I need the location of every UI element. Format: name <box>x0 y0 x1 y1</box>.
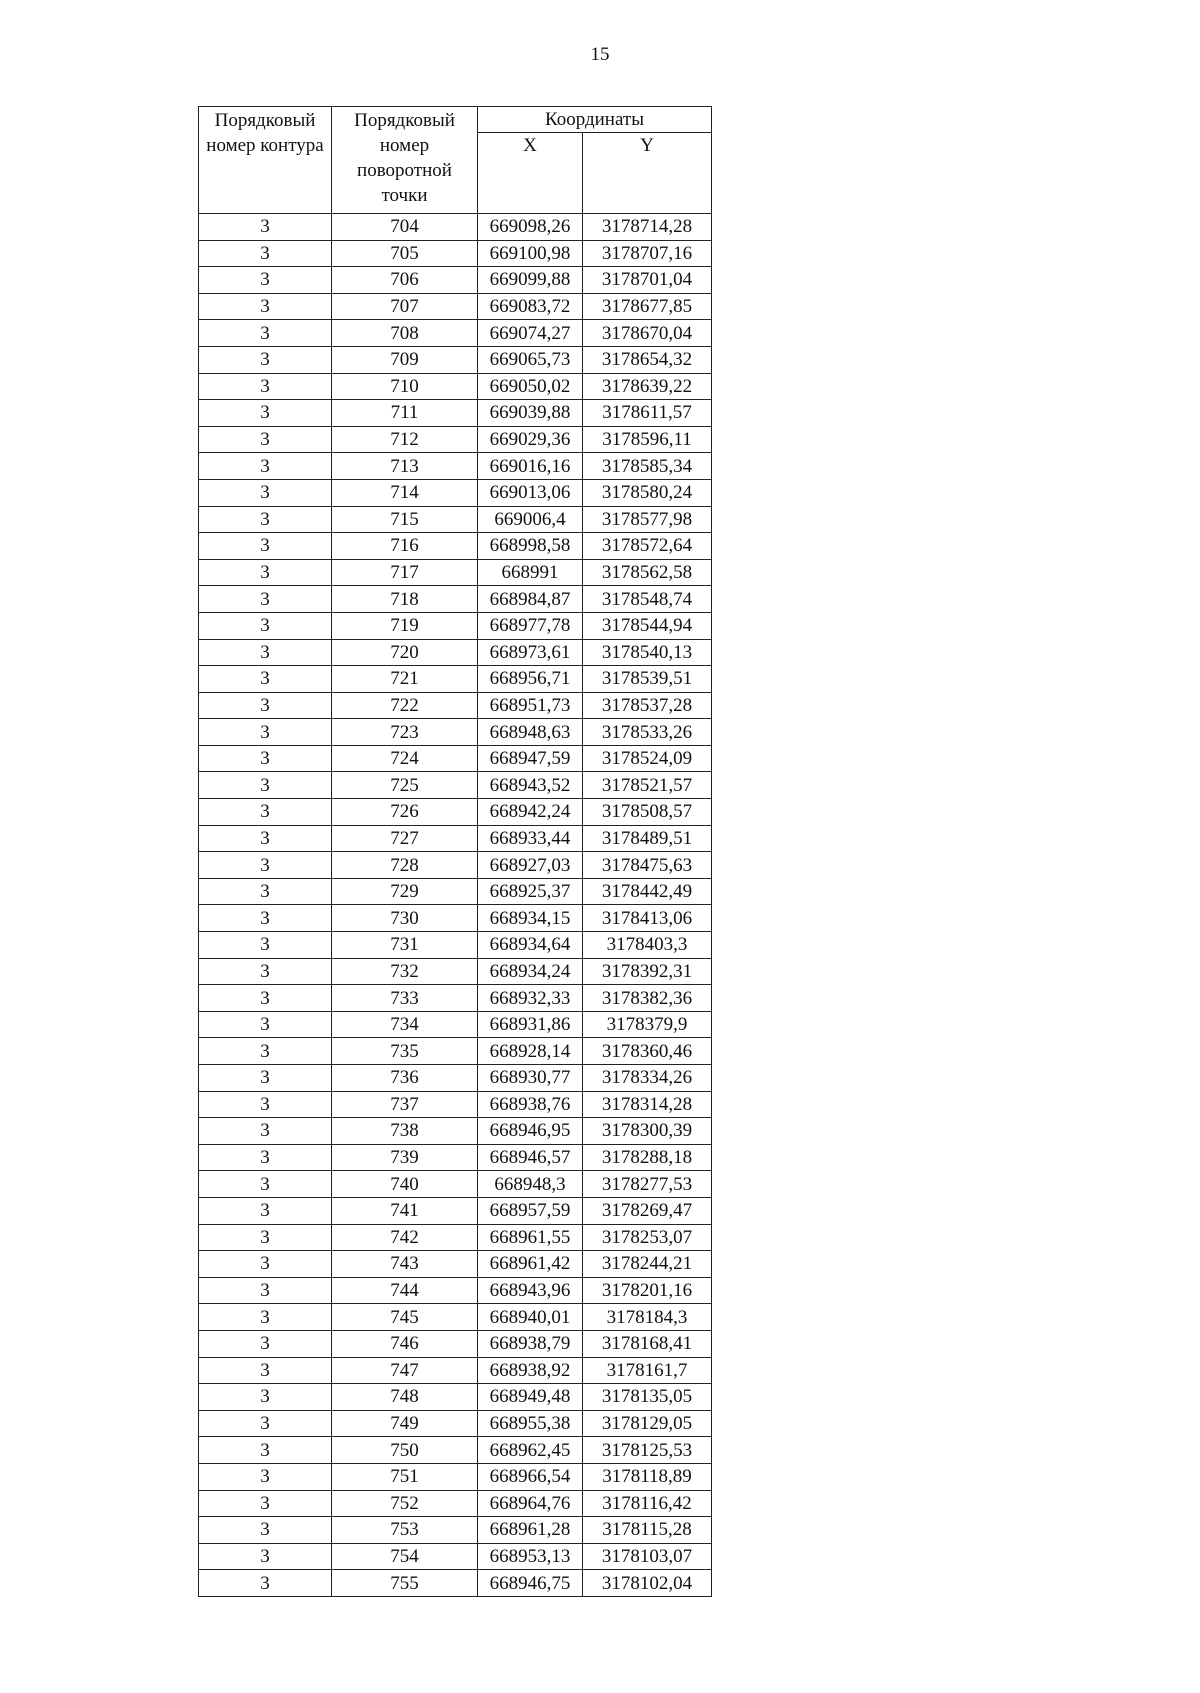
x-coordinate-cell: 669065,73 <box>478 346 583 373</box>
y-coordinate-cell: 3178379,9 <box>583 1011 712 1038</box>
contour-number-cell: 3 <box>199 719 332 746</box>
point-number-cell: 722 <box>332 692 478 719</box>
table-row <box>199 559 712 586</box>
point-number-cell: 747 <box>332 1357 478 1384</box>
point-number-cell: 704 <box>332 214 478 241</box>
x-coordinate-cell: 668931,86 <box>478 1011 583 1038</box>
point-number-cell: 716 <box>332 533 478 560</box>
table-row <box>199 1384 712 1411</box>
x-coordinate-cell: 668956,71 <box>478 666 583 693</box>
y-coordinate-cell: 3178360,46 <box>583 1038 712 1065</box>
contour-number-cell: 3 <box>199 1118 332 1145</box>
x-coordinate-cell: 668984,87 <box>478 586 583 613</box>
y-coordinate-cell: 3178677,85 <box>583 293 712 320</box>
contour-number-cell: 3 <box>199 1410 332 1437</box>
y-coordinate-cell: 3178577,98 <box>583 506 712 533</box>
contour-number-cell: 3 <box>199 799 332 826</box>
x-coordinate-cell: 668934,15 <box>478 905 583 932</box>
table-row <box>199 214 712 241</box>
contour-number-cell: 3 <box>199 1570 332 1597</box>
contour-number-cell: 3 <box>199 400 332 427</box>
contour-number-cell: 3 <box>199 1384 332 1411</box>
contour-number-cell: 3 <box>199 852 332 879</box>
contour-number-cell: 3 <box>199 214 332 241</box>
y-coordinate-cell: 3178253,07 <box>583 1224 712 1251</box>
contour-number-cell: 3 <box>199 1517 332 1544</box>
y-coordinate-cell: 3178701,04 <box>583 267 712 294</box>
x-coordinate-cell: 668938,76 <box>478 1091 583 1118</box>
contour-number-cell: 3 <box>199 1065 332 1092</box>
table-row <box>199 1224 712 1251</box>
point-number-cell: 710 <box>332 373 478 400</box>
point-number-cell: 737 <box>332 1091 478 1118</box>
y-coordinate-cell: 3178392,31 <box>583 958 712 985</box>
contour-number-cell: 3 <box>199 958 332 985</box>
table-row <box>199 1144 712 1171</box>
contour-number-cell: 3 <box>199 426 332 453</box>
x-coordinate-cell: 668932,33 <box>478 985 583 1012</box>
y-coordinate-cell: 3178707,16 <box>583 240 712 267</box>
contour-number-cell: 3 <box>199 1038 332 1065</box>
x-coordinate-cell: 668998,58 <box>478 533 583 560</box>
point-number-cell: 715 <box>332 506 478 533</box>
contour-number-cell: 3 <box>199 373 332 400</box>
point-number-cell: 720 <box>332 639 478 666</box>
x-coordinate-cell: 668964,76 <box>478 1490 583 1517</box>
table-row <box>199 453 712 480</box>
contour-number-cell: 3 <box>199 586 332 613</box>
page-number: 15 <box>590 44 610 65</box>
contour-number-cell: 3 <box>199 533 332 560</box>
y-coordinate-cell: 3178572,64 <box>583 533 712 560</box>
table-row <box>199 1065 712 1092</box>
y-coordinate-cell: 3178403,3 <box>583 932 712 959</box>
point-number-cell: 744 <box>332 1277 478 1304</box>
point-number-cell: 741 <box>332 1197 478 1224</box>
table-row <box>199 1038 712 1065</box>
point-number-cell: 754 <box>332 1543 478 1570</box>
y-coordinate-cell: 3178288,18 <box>583 1144 712 1171</box>
table-row <box>199 533 712 560</box>
y-coordinate-cell: 3178585,34 <box>583 453 712 480</box>
contour-number-cell: 3 <box>199 267 332 294</box>
y-coordinate-cell: 3178334,26 <box>583 1065 712 1092</box>
x-coordinate-cell: 669074,27 <box>478 320 583 347</box>
y-coordinate-cell: 3178562,58 <box>583 559 712 586</box>
y-coordinate-cell: 3178596,11 <box>583 426 712 453</box>
contour-number-cell: 3 <box>199 1463 332 1490</box>
table-row <box>199 612 712 639</box>
table-row <box>199 905 712 932</box>
x-coordinate-cell: 668947,59 <box>478 745 583 772</box>
y-coordinate-cell: 3178161,7 <box>583 1357 712 1384</box>
contour-number-cell: 3 <box>199 1490 332 1517</box>
x-coordinate-cell: 668953,13 <box>478 1543 583 1570</box>
header-y: Y <box>583 133 712 214</box>
y-coordinate-cell: 3178539,51 <box>583 666 712 693</box>
y-coordinate-cell: 3178548,74 <box>583 586 712 613</box>
table-row <box>199 1410 712 1437</box>
x-coordinate-cell: 668977,78 <box>478 612 583 639</box>
contour-number-cell: 3 <box>199 1437 332 1464</box>
table-row <box>199 639 712 666</box>
table-row <box>199 320 712 347</box>
x-coordinate-cell: 668946,57 <box>478 1144 583 1171</box>
table-row <box>199 240 712 267</box>
y-coordinate-cell: 3178269,47 <box>583 1197 712 1224</box>
x-coordinate-cell: 668957,59 <box>478 1197 583 1224</box>
x-coordinate-cell: 669013,06 <box>478 479 583 506</box>
contour-number-cell: 3 <box>199 1224 332 1251</box>
contour-number-cell: 3 <box>199 639 332 666</box>
point-number-cell: 714 <box>332 479 478 506</box>
table-row <box>199 1570 712 1597</box>
y-coordinate-cell: 3178116,42 <box>583 1490 712 1517</box>
point-number-cell: 731 <box>332 932 478 959</box>
table-row <box>199 985 712 1012</box>
y-coordinate-cell: 3178314,28 <box>583 1091 712 1118</box>
table-row <box>199 825 712 852</box>
x-coordinate-cell: 669039,88 <box>478 400 583 427</box>
x-coordinate-cell: 669098,26 <box>478 214 583 241</box>
y-coordinate-cell: 3178382,36 <box>583 985 712 1012</box>
x-coordinate-cell: 668943,96 <box>478 1277 583 1304</box>
y-coordinate-cell: 3178611,57 <box>583 400 712 427</box>
table-row <box>199 852 712 879</box>
table-row <box>199 400 712 427</box>
point-number-cell: 728 <box>332 852 478 879</box>
y-coordinate-cell: 3178129,05 <box>583 1410 712 1437</box>
y-coordinate-cell: 3178639,22 <box>583 373 712 400</box>
x-coordinate-cell: 668940,01 <box>478 1304 583 1331</box>
point-number-cell: 751 <box>332 1463 478 1490</box>
y-coordinate-cell: 3178475,63 <box>583 852 712 879</box>
point-number-cell: 724 <box>332 745 478 772</box>
contour-number-cell: 3 <box>199 1197 332 1224</box>
contour-number-cell: 3 <box>199 905 332 932</box>
table-row <box>199 1437 712 1464</box>
table-row <box>199 1251 712 1278</box>
y-coordinate-cell: 3178508,57 <box>583 799 712 826</box>
point-number-cell: 717 <box>332 559 478 586</box>
contour-number-cell: 3 <box>199 1357 332 1384</box>
contour-number-cell: 3 <box>199 346 332 373</box>
table-row <box>199 878 712 905</box>
point-number-cell: 740 <box>332 1171 478 1198</box>
y-coordinate-cell: 3178442,49 <box>583 878 712 905</box>
point-number-cell: 706 <box>332 267 478 294</box>
table-row <box>199 1091 712 1118</box>
table-row <box>199 373 712 400</box>
x-coordinate-cell: 669083,72 <box>478 293 583 320</box>
y-coordinate-cell: 3178118,89 <box>583 1463 712 1490</box>
x-coordinate-cell: 668928,14 <box>478 1038 583 1065</box>
x-coordinate-cell: 669100,98 <box>478 240 583 267</box>
table-row <box>199 719 712 746</box>
point-number-cell: 746 <box>332 1330 478 1357</box>
point-number-cell: 723 <box>332 719 478 746</box>
contour-number-cell: 3 <box>199 692 332 719</box>
x-coordinate-cell: 668933,44 <box>478 825 583 852</box>
table-row <box>199 293 712 320</box>
table-row <box>199 1543 712 1570</box>
y-coordinate-cell: 3178244,21 <box>583 1251 712 1278</box>
x-coordinate-cell: 668943,52 <box>478 772 583 799</box>
x-coordinate-cell: 668927,03 <box>478 852 583 879</box>
x-coordinate-cell: 668942,24 <box>478 799 583 826</box>
header-coordinates: Координаты <box>478 107 712 133</box>
point-number-cell: 743 <box>332 1251 478 1278</box>
y-coordinate-cell: 3178580,24 <box>583 479 712 506</box>
point-number-cell: 733 <box>332 985 478 1012</box>
x-coordinate-cell: 669029,36 <box>478 426 583 453</box>
y-coordinate-cell: 3178277,53 <box>583 1171 712 1198</box>
contour-number-cell: 3 <box>199 293 332 320</box>
point-number-cell: 719 <box>332 612 478 639</box>
contour-number-cell: 3 <box>199 320 332 347</box>
contour-number-cell: 3 <box>199 559 332 586</box>
table-row <box>199 745 712 772</box>
contour-number-cell: 3 <box>199 453 332 480</box>
point-number-cell: 718 <box>332 586 478 613</box>
y-coordinate-cell: 3178544,94 <box>583 612 712 639</box>
header-contour-number: Порядковый номер контура <box>199 107 332 214</box>
point-number-cell: 753 <box>332 1517 478 1544</box>
table-row <box>199 1171 712 1198</box>
point-number-cell: 735 <box>332 1038 478 1065</box>
contour-number-cell: 3 <box>199 825 332 852</box>
table-row <box>199 1517 712 1544</box>
x-coordinate-cell: 668991 <box>478 559 583 586</box>
y-coordinate-cell: 3178413,06 <box>583 905 712 932</box>
point-number-cell: 739 <box>332 1144 478 1171</box>
contour-number-cell: 3 <box>199 985 332 1012</box>
point-number-cell: 742 <box>332 1224 478 1251</box>
point-number-cell: 748 <box>332 1384 478 1411</box>
y-coordinate-cell: 3178524,09 <box>583 745 712 772</box>
x-coordinate-cell: 668946,75 <box>478 1570 583 1597</box>
y-coordinate-cell: 3178300,39 <box>583 1118 712 1145</box>
header-x: X <box>478 133 583 214</box>
point-number-cell: 729 <box>332 878 478 905</box>
point-number-cell: 730 <box>332 905 478 932</box>
y-coordinate-cell: 3178103,07 <box>583 1543 712 1570</box>
x-coordinate-cell: 668966,54 <box>478 1463 583 1490</box>
table-row <box>199 346 712 373</box>
x-coordinate-cell: 669099,88 <box>478 267 583 294</box>
x-coordinate-cell: 668925,37 <box>478 878 583 905</box>
x-coordinate-cell: 668930,77 <box>478 1065 583 1092</box>
x-coordinate-cell: 668949,48 <box>478 1384 583 1411</box>
contour-number-cell: 3 <box>199 772 332 799</box>
contour-number-cell: 3 <box>199 932 332 959</box>
y-coordinate-cell: 3178533,26 <box>583 719 712 746</box>
point-number-cell: 727 <box>332 825 478 852</box>
table-row <box>199 1304 712 1331</box>
contour-number-cell: 3 <box>199 612 332 639</box>
x-coordinate-cell: 669016,16 <box>478 453 583 480</box>
point-number-cell: 752 <box>332 1490 478 1517</box>
y-coordinate-cell: 3178125,53 <box>583 1437 712 1464</box>
contour-number-cell: 3 <box>199 1304 332 1331</box>
point-number-cell: 755 <box>332 1570 478 1597</box>
table-row <box>199 426 712 453</box>
point-number-cell: 736 <box>332 1065 478 1092</box>
y-coordinate-cell: 3178201,16 <box>583 1277 712 1304</box>
contour-number-cell: 3 <box>199 878 332 905</box>
y-coordinate-cell: 3178115,28 <box>583 1517 712 1544</box>
header-point-number: Порядковый номер поворотной точки <box>332 107 478 214</box>
point-number-cell: 709 <box>332 346 478 373</box>
point-number-cell: 711 <box>332 400 478 427</box>
x-coordinate-cell: 668948,3 <box>478 1171 583 1198</box>
table-row <box>199 666 712 693</box>
table-row <box>199 692 712 719</box>
table-row <box>199 1011 712 1038</box>
table-row <box>199 799 712 826</box>
x-coordinate-cell: 668934,24 <box>478 958 583 985</box>
x-coordinate-cell: 668938,79 <box>478 1330 583 1357</box>
table-row <box>199 1463 712 1490</box>
point-number-cell: 726 <box>332 799 478 826</box>
x-coordinate-cell: 669050,02 <box>478 373 583 400</box>
table-row <box>199 1118 712 1145</box>
x-coordinate-cell: 668962,45 <box>478 1437 583 1464</box>
table-row <box>199 1330 712 1357</box>
y-coordinate-cell: 3178135,05 <box>583 1384 712 1411</box>
x-coordinate-cell: 668961,42 <box>478 1251 583 1278</box>
y-coordinate-cell: 3178670,04 <box>583 320 712 347</box>
contour-number-cell: 3 <box>199 1171 332 1198</box>
point-number-cell: 712 <box>332 426 478 453</box>
point-number-cell: 708 <box>332 320 478 347</box>
x-coordinate-cell: 669006,4 <box>478 506 583 533</box>
table-row <box>199 586 712 613</box>
coordinates-table <box>198 106 712 1597</box>
y-coordinate-cell: 3178537,28 <box>583 692 712 719</box>
table-row <box>199 772 712 799</box>
table-row <box>199 958 712 985</box>
contour-number-cell: 3 <box>199 745 332 772</box>
table-row <box>199 1277 712 1304</box>
point-number-cell: 734 <box>332 1011 478 1038</box>
x-coordinate-cell: 668955,38 <box>478 1410 583 1437</box>
table-body <box>199 214 712 1597</box>
contour-number-cell: 3 <box>199 240 332 267</box>
point-number-cell: 745 <box>332 1304 478 1331</box>
contour-number-cell: 3 <box>199 1543 332 1570</box>
point-number-cell: 707 <box>332 293 478 320</box>
y-coordinate-cell: 3178102,04 <box>583 1570 712 1597</box>
contour-number-cell: 3 <box>199 1091 332 1118</box>
point-number-cell: 749 <box>332 1410 478 1437</box>
point-number-cell: 732 <box>332 958 478 985</box>
contour-number-cell: 3 <box>199 1330 332 1357</box>
table-row <box>199 932 712 959</box>
y-coordinate-cell: 3178714,28 <box>583 214 712 241</box>
contour-number-cell: 3 <box>199 479 332 506</box>
point-number-cell: 713 <box>332 453 478 480</box>
contour-number-cell: 3 <box>199 506 332 533</box>
contour-number-cell: 3 <box>199 1144 332 1171</box>
table-header <box>199 107 712 214</box>
x-coordinate-cell: 668961,28 <box>478 1517 583 1544</box>
x-coordinate-cell: 668973,61 <box>478 639 583 666</box>
point-number-cell: 725 <box>332 772 478 799</box>
y-coordinate-cell: 3178521,57 <box>583 772 712 799</box>
point-number-cell: 705 <box>332 240 478 267</box>
y-coordinate-cell: 3178184,3 <box>583 1304 712 1331</box>
table-row <box>199 1490 712 1517</box>
x-coordinate-cell: 668946,95 <box>478 1118 583 1145</box>
contour-number-cell: 3 <box>199 666 332 693</box>
x-coordinate-cell: 668934,64 <box>478 932 583 959</box>
x-coordinate-cell: 668951,73 <box>478 692 583 719</box>
table-row <box>199 506 712 533</box>
y-coordinate-cell: 3178654,32 <box>583 346 712 373</box>
point-number-cell: 721 <box>332 666 478 693</box>
y-coordinate-cell: 3178489,51 <box>583 825 712 852</box>
y-coordinate-cell: 3178168,41 <box>583 1330 712 1357</box>
contour-number-cell: 3 <box>199 1277 332 1304</box>
contour-number-cell: 3 <box>199 1011 332 1038</box>
table-row <box>199 267 712 294</box>
x-coordinate-cell: 668948,63 <box>478 719 583 746</box>
table-row <box>199 479 712 506</box>
x-coordinate-cell: 668938,92 <box>478 1357 583 1384</box>
contour-number-cell: 3 <box>199 1251 332 1278</box>
point-number-cell: 738 <box>332 1118 478 1145</box>
x-coordinate-cell: 668961,55 <box>478 1224 583 1251</box>
table-row <box>199 1197 712 1224</box>
point-number-cell: 750 <box>332 1437 478 1464</box>
table-row <box>199 1357 712 1384</box>
y-coordinate-cell: 3178540,13 <box>583 639 712 666</box>
